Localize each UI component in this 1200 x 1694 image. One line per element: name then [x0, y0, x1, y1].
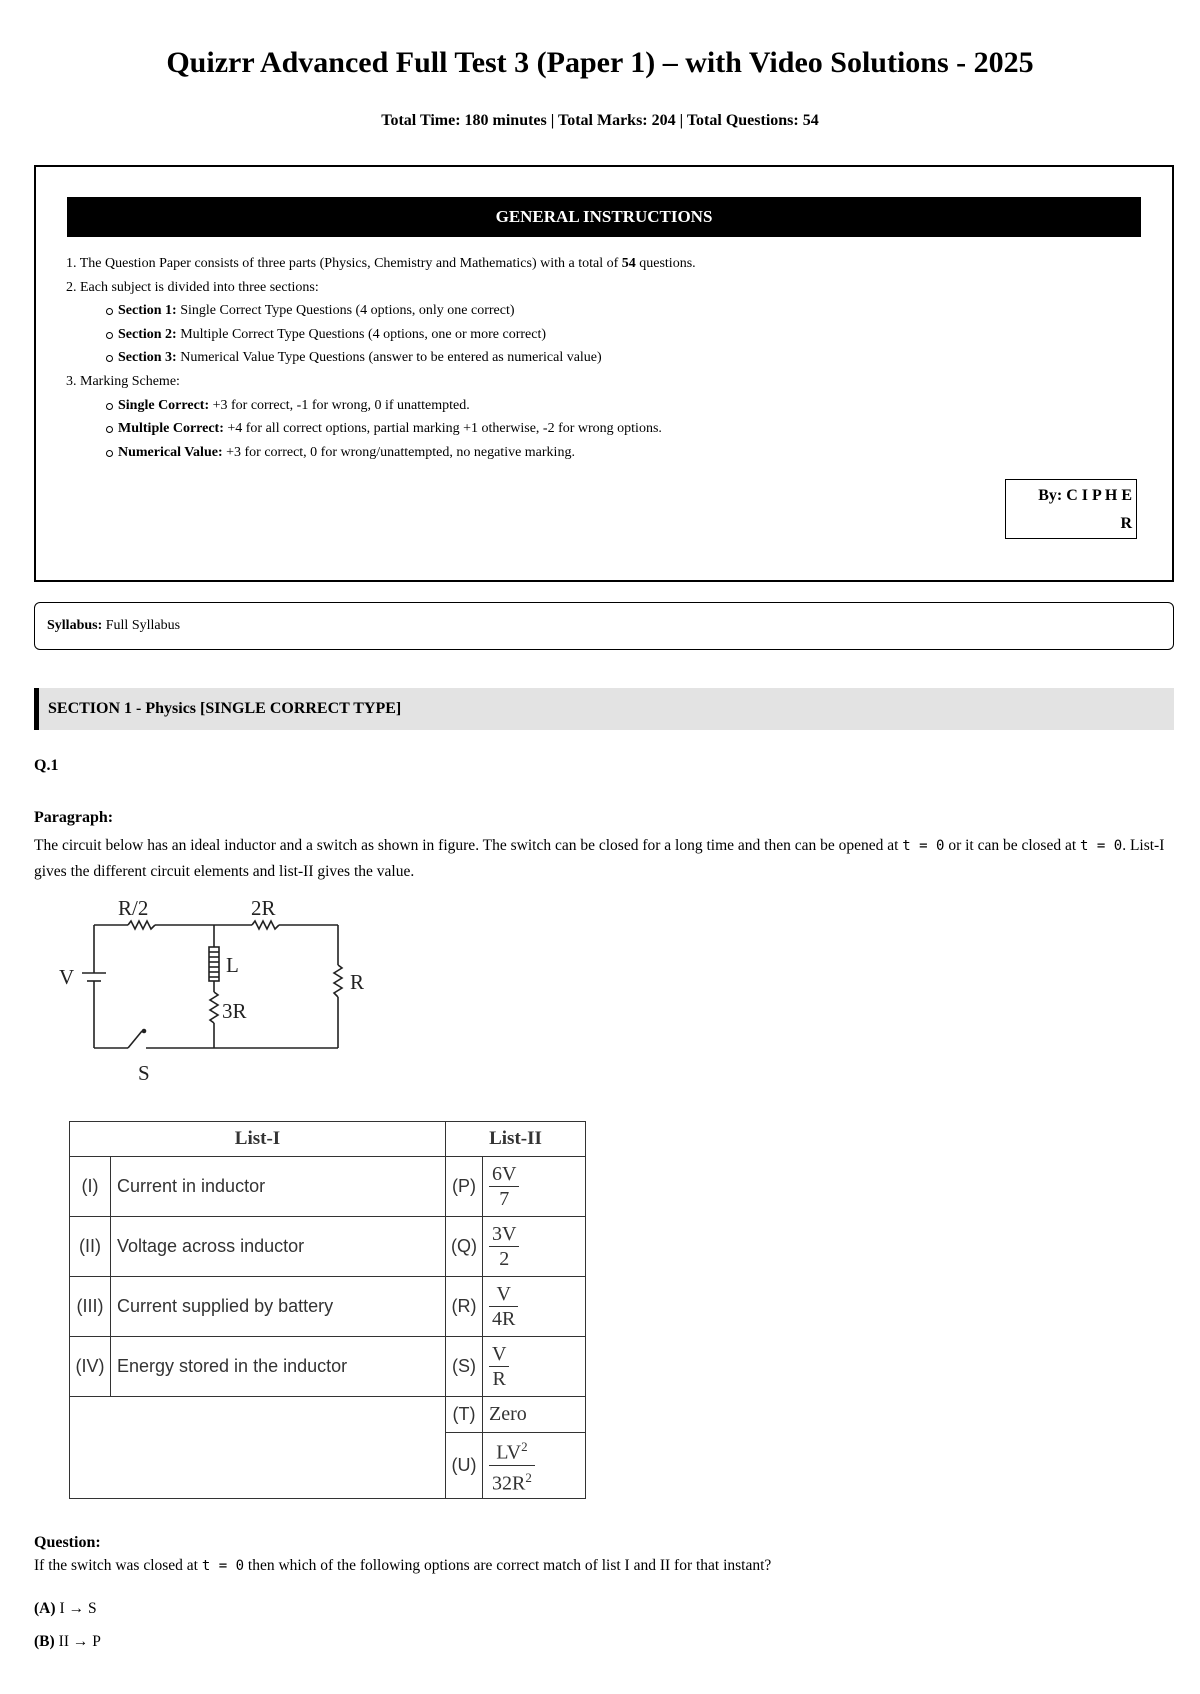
instruction-item-2: 2. Each subject is divided into three sections: [66, 279, 319, 295]
instruction-item-3: 3. Marking Scheme: [66, 373, 180, 389]
label-inductor: L [226, 953, 239, 977]
instruction-item-1: 1. The Question Paper consists of three parts (Physics, Chemistry and Mathematics) with a total of 54 questions. [66, 256, 696, 271]
marking-rule: Multiple Correct: +4 for all correct options, partial marking +1 otherwise, -2 for wrong options. [66, 417, 696, 441]
section-rule: Section 2: Multiple Correct Type Questions (4 options, one or more correct) [66, 323, 696, 347]
table-row: (U) $\frac{LV^2}{32R^2}$ [70, 1433, 586, 1499]
label-switch: S [138, 1061, 150, 1085]
option-b[interactable]: (B) II → P [34, 1633, 101, 1650]
paragraph-text: The circuit below has an ideal inductor and a switch as shown in figure. The switch can be closed for a long time and then can be opened at t = 0 or it can be closed at t = 0. List-I gives the different circuit elements and list-II gives the value. [34, 837, 1165, 880]
question-number: Q.1 [34, 757, 59, 774]
test-summary: Total Time: 180 minutes | Total Marks: 204 | Total Questions: 54 [381, 112, 819, 129]
page-title: Quizrr Advanced Full Test 3 (Paper 1) – with Video Solutions - 2025 [166, 46, 1034, 79]
label-battery: V [59, 965, 75, 989]
matching-table [69, 1121, 586, 1499]
instructions-box [34, 165, 1174, 582]
label-3r: 3R [222, 999, 247, 1023]
table-row: (II) Voltage across inductor (Q) $\frac{3V}{2}$ [70, 1217, 586, 1277]
section-heading: SECTION 1 - Physics [SINGLE CORRECT TYPE] [34, 688, 1174, 730]
label-r: R [350, 970, 365, 994]
list1-header: List-I [70, 1122, 446, 1157]
author-credit: By: C I P H E R [1005, 479, 1137, 539]
circuit-diagram [56, 895, 386, 1085]
marking-rule: Single Correct: +3 for correct, -1 for wrong, 0 if unattempted. [66, 394, 696, 418]
table-row: (III) Current supplied by battery (R) $\frac{V}{4R}$ [70, 1277, 586, 1337]
label-2r: 2R [251, 896, 276, 920]
list2-header: List-II [446, 1122, 586, 1157]
table-row: (I) Current in inductor (P) $\frac{6V}{7}$ [70, 1157, 586, 1217]
marking-rule: Numerical Value: +3 for correct, 0 for wrong/unattempted, no negative marking. [66, 441, 696, 465]
instructions-list [66, 252, 696, 464]
paragraph-label: Paragraph: [34, 809, 114, 826]
section-rule: Section 1: Single Correct Type Questions (4 options, only one correct) [66, 299, 696, 323]
section-rule: Section 3: Numerical Value Type Questions (answer to be entered as numerical value) [66, 346, 696, 370]
instructions-heading: GENERAL INSTRUCTIONS [67, 197, 1141, 237]
option-a[interactable]: (A) I → S [34, 1600, 97, 1617]
table-row: (IV) Energy stored in the inductor (S) $\frac{V}{R}$ [70, 1337, 586, 1397]
question-text: If the switch was closed at t = 0 then which of the following options are correct match of list I and II for that instant? [34, 1557, 772, 1574]
label-r-half: R/2 [118, 896, 149, 920]
question-label: Question: [34, 1534, 101, 1551]
syllabus-box: Syllabus: Full Syllabus [34, 602, 1174, 650]
table-row: (T) Zero [70, 1397, 586, 1433]
